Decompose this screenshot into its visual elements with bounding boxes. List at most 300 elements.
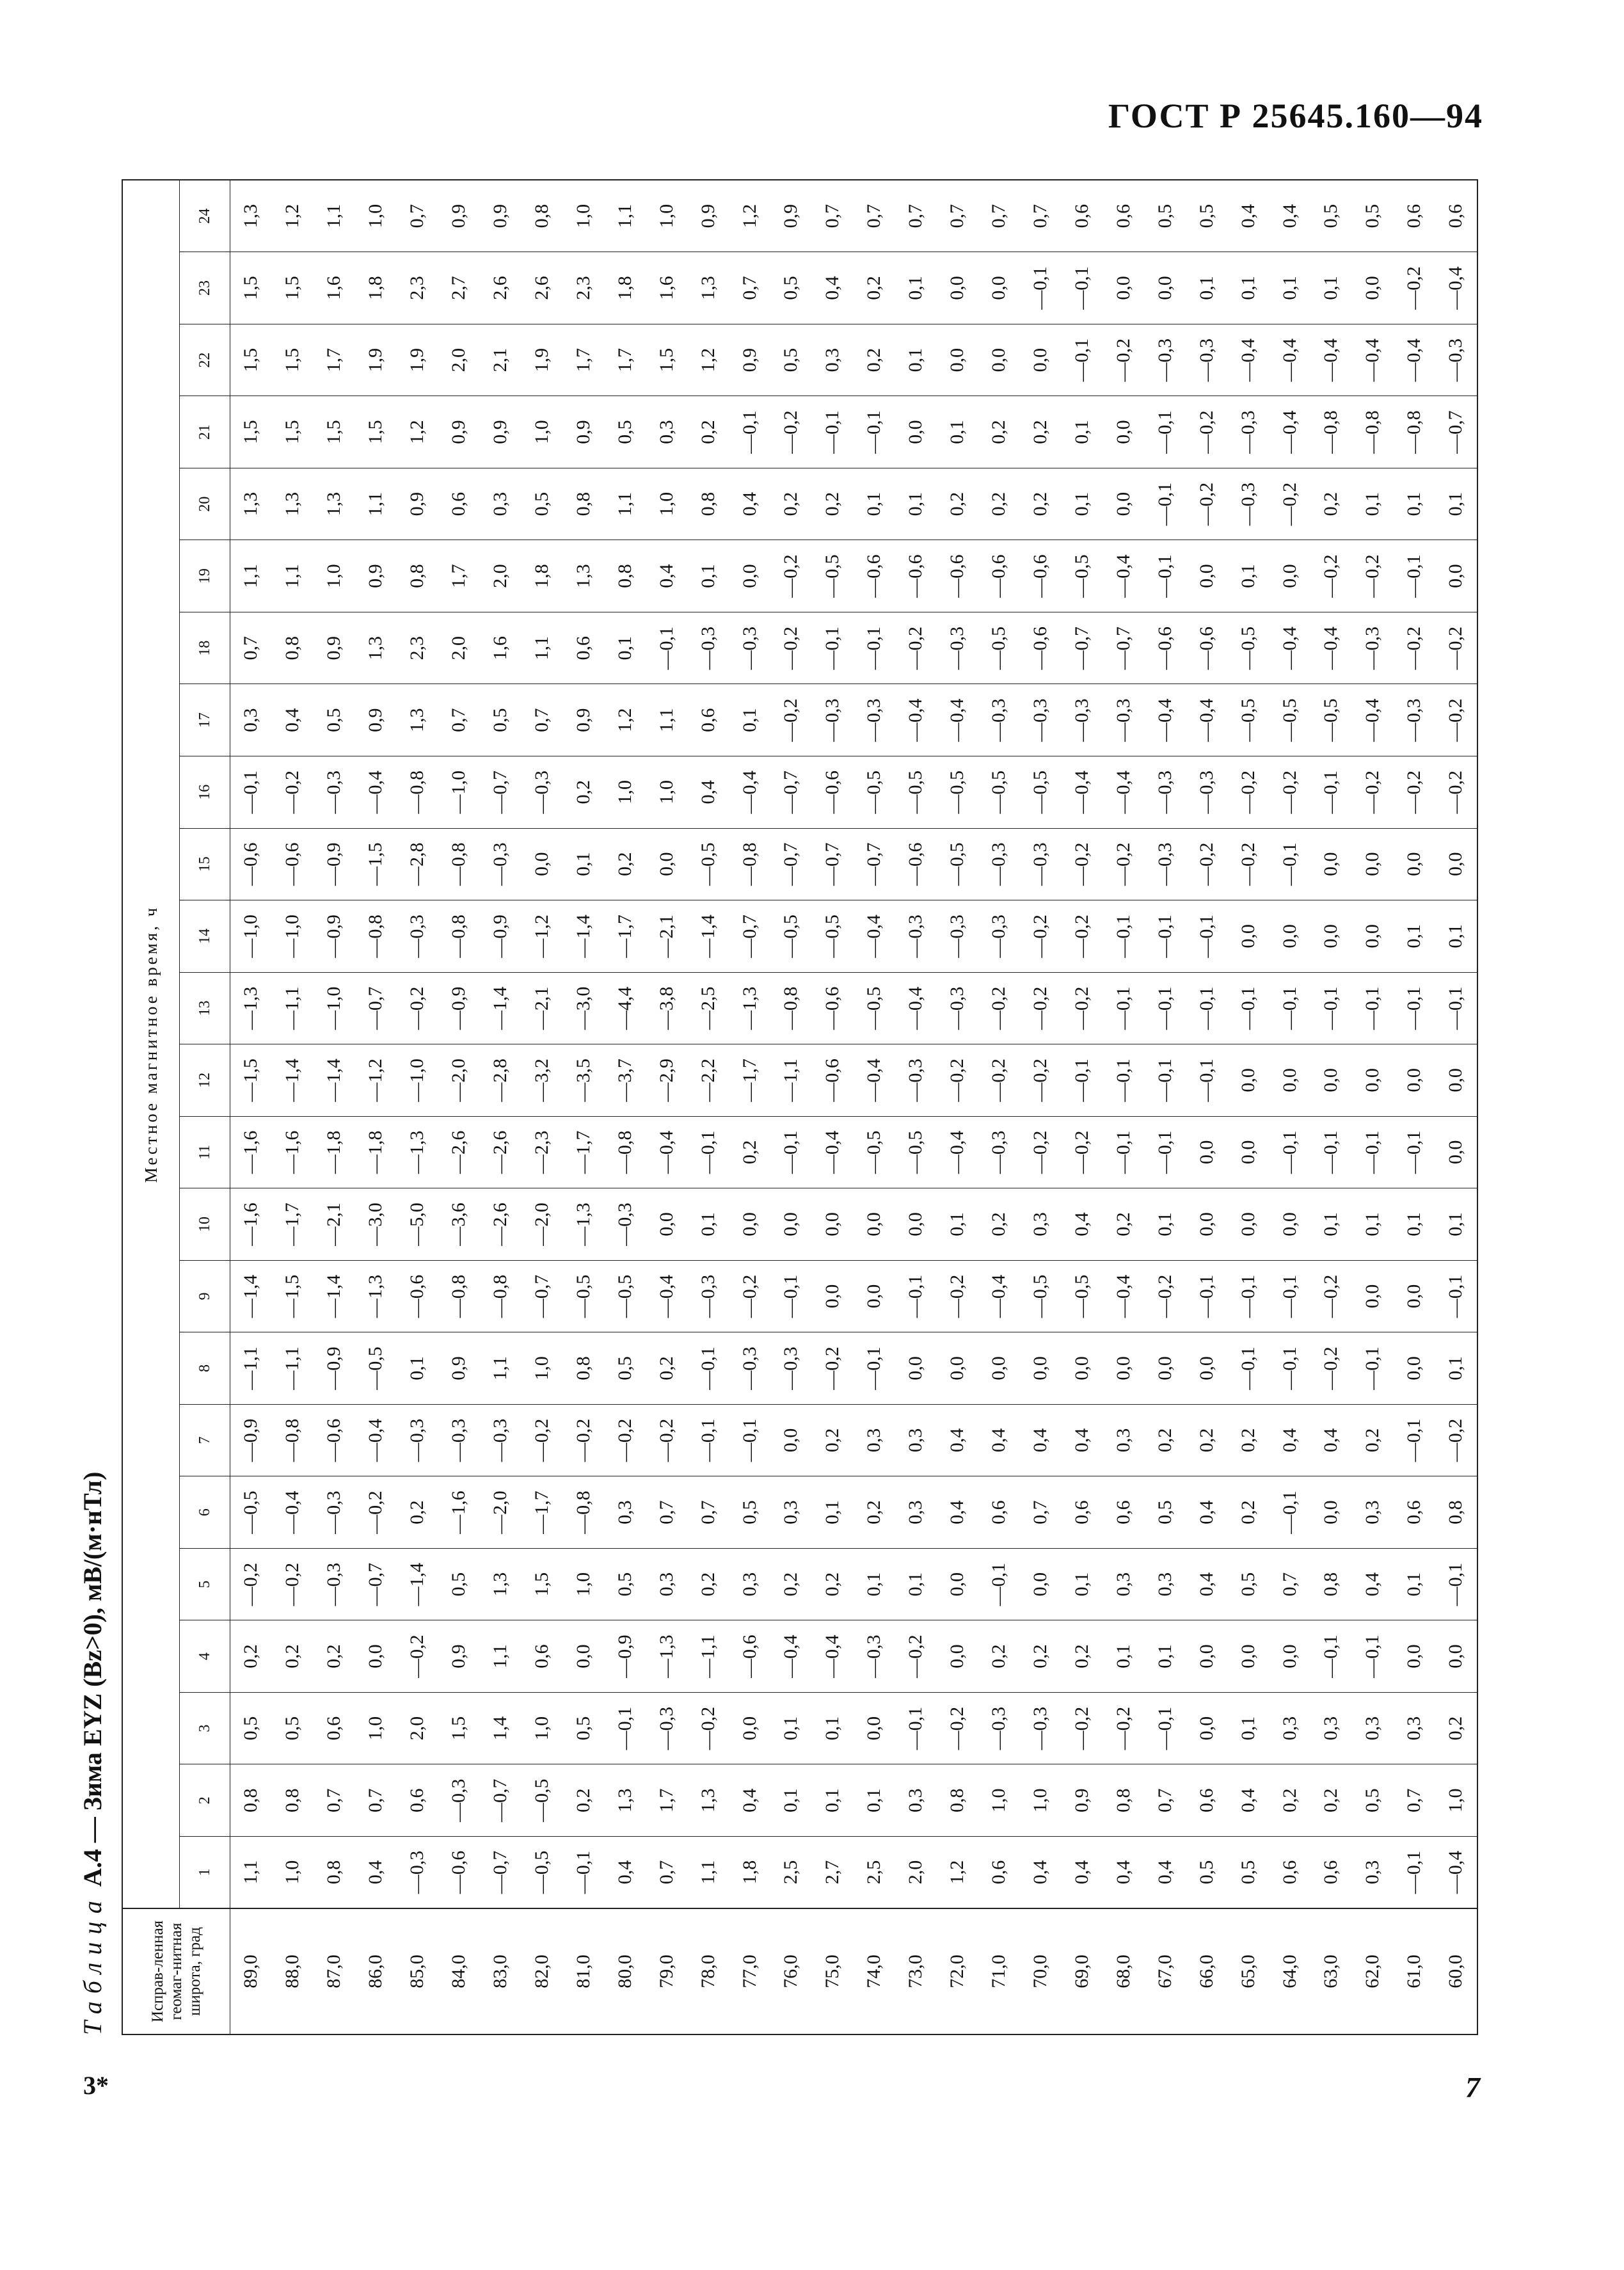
value-cell: 0,1 [1310,1188,1352,1261]
value-cell: 0,0 [978,252,1020,324]
value-cell: —0,4 [1103,756,1144,829]
value-cell: 0,2 [978,468,1020,540]
value-cell: 0,0 [937,1548,978,1620]
value-cell: —3,7 [604,1044,646,1117]
value-cell: —0,9 [314,828,355,900]
latitude-cell: 68,0 [1103,1908,1144,2034]
value-cell: —0,3 [1186,756,1227,829]
value-cell: 0,1 [812,1692,854,1764]
value-cell: —0,2 [1352,540,1394,612]
value-cell: —0,2 [1061,1116,1103,1188]
value-cell: 0,0 [1186,1620,1227,1693]
value-cell: —0,2 [646,1404,687,1476]
value-cell: 0,4 [937,1476,978,1549]
value-cell: 0,7 [687,1476,729,1549]
value-cell: —0,1 [1394,972,1435,1044]
value-cell: 0,4 [687,756,729,829]
value-cell: 0,5 [1352,1764,1394,1837]
value-cell: —2,0 [480,1476,521,1549]
value-cell: 0,1 [854,1764,895,1837]
value-cell: —0,1 [895,1692,937,1764]
value-cell: 0,2 [687,1548,729,1620]
value-cell: 0,4 [1186,1548,1227,1620]
value-cell: 0,2 [978,396,1020,468]
value-cell: 0,7 [988,204,1010,228]
hour-header-cell: 23 [180,252,230,324]
value-cell: 0,6 [1186,1764,1227,1837]
value-cell: —0,4 [646,1116,687,1188]
value-cell: —0,6 [854,540,895,612]
value-cell: —1,1 [230,1332,272,1405]
value-cell: —0,2 [272,756,314,829]
value-cell: 0,0 [1227,1188,1269,1261]
value-cell: —0,5 [854,972,895,1044]
latitude-cell: 63,0 [1310,1908,1352,2034]
value-cell: 0,4 [1061,1188,1103,1261]
value-cell: 0,2 [687,396,729,468]
value-cell: 0,6 [1269,1836,1310,1908]
value-cell: —0,8 [480,1260,521,1332]
value-cell: 0,0 [562,1620,604,1693]
hour-header-cell: 14 [180,900,230,973]
value-cell: 0,1 [1061,396,1103,468]
value-cell: 0,7 [406,204,428,228]
value-cell: 1,2 [282,204,303,228]
value-cell: —1,0 [230,900,272,973]
value-cell: 0,2 [1186,1404,1227,1476]
value-cell: —1,7 [604,900,646,973]
hour-header-cell: 15 [180,828,230,900]
hour-header-cell: 21 [180,396,230,468]
table-row [521,180,562,2034]
value-cell: —0,4 [355,756,397,829]
value-cell: 0,8 [272,612,314,684]
value-cell: 1,0 [521,1332,562,1405]
latitude-column-header: Исправ-ленная геомаг-нитная широта, град [122,1908,230,2034]
value-cell: 0,4 [812,252,854,324]
hour-header-cell: 22 [180,324,230,396]
value-cell: 0,9 [562,396,604,468]
value-cell: 0,0 [812,1188,854,1261]
value-cell: 0,4 [978,1404,1020,1476]
value-cell: 1,0 [521,396,562,468]
value-cell: 1,3 [687,1764,729,1837]
value-cell: —0,5 [1061,540,1103,612]
value-cell: 1,5 [355,396,397,468]
value-cell: 0,3 [812,324,854,396]
value-cell: —0,4 [854,900,895,973]
hour-header-cell: 7 [180,1404,230,1476]
value-cell: —0,2 [978,972,1020,1044]
latitude-cell: 69,0 [1061,1908,1103,2034]
value-cell: 1,0 [314,540,355,612]
latitude-cell: 81,0 [562,1908,604,2034]
value-cell: 0,8 [687,468,729,540]
value-cell: 0,3 [729,1548,770,1620]
value-cell: —2,1 [314,1188,355,1261]
value-cell: 1,0 [604,756,646,829]
value-cell: —0,3 [1227,396,1269,468]
value-cell: 1,1 [646,684,687,756]
value-cell: 2,6 [480,252,521,324]
value-cell: —0,7 [480,1764,521,1837]
hour-header-cell: 3 [180,1692,230,1764]
value-cell: —0,1 [854,612,895,684]
value-cell: —2,0 [521,1188,562,1261]
value-cell: —0,3 [770,1332,812,1405]
value-cell: 0,7 [230,612,272,684]
value-cell: —0,1 [1269,828,1310,900]
value-cell: 1,0 [1020,1764,1062,1837]
value-cell: —0,5 [1227,612,1269,684]
value-cell: 2,0 [480,540,521,612]
latitude-cell: 71,0 [978,1908,1020,2034]
value-cell: —2,6 [438,1116,480,1188]
value-cell: 0,0 [1103,468,1144,540]
value-cell: —0,3 [812,684,854,756]
value-cell: —0,4 [1310,324,1352,396]
value-cell: 1,1 [521,612,562,684]
value-cell: 1,1 [480,1332,521,1405]
value-cell: 1,1 [604,468,646,540]
value-cell: —1,4 [480,972,521,1044]
value-cell: 0,2 [604,828,646,900]
value-cell: —0,3 [937,900,978,973]
value-cell: 1,3 [480,1548,521,1620]
table-row [812,180,854,2034]
value-cell: 0,5 [604,396,646,468]
value-cell: 0,7 [822,204,843,228]
value-cell: 0,2 [854,252,895,324]
value-cell: —0,3 [480,1404,521,1476]
value-cell: —0,2 [1103,324,1144,396]
value-cell: —0,1 [687,1116,729,1188]
value-cell: 0,8 [1310,1548,1352,1620]
value-cell: —0,4 [1061,756,1103,829]
value-cell: 0,1 [1227,540,1269,612]
value-cell: 0,2 [812,1404,854,1476]
value-cell: —0,6 [314,1404,355,1476]
value-cell: 0,1 [1227,1692,1269,1764]
value-cell: 0,1 [1061,468,1103,540]
value-cell: —0,8 [438,900,480,973]
value-cell: —0,5 [854,1116,895,1188]
value-cell: 0,2 [562,1764,604,1837]
table-row [272,180,314,2034]
value-cell: 0,2 [812,468,854,540]
value-cell: 1,3 [314,468,355,540]
value-cell: 0,4 [1310,1404,1352,1476]
value-cell: 0,2 [770,1548,812,1620]
value-cell: —0,4 [854,1044,895,1117]
value-cell: —0,7 [729,900,770,973]
value-cell: —2,0 [438,1044,480,1117]
value-cell: 0,7 [521,684,562,756]
value-cell: 0,5 [1186,1836,1227,1908]
value-cell: 0,7 [1020,1476,1062,1549]
value-cell: —0,1 [1394,1404,1435,1476]
value-cell: 0,0 [729,1188,770,1261]
value-cell: —0,5 [521,1764,562,1837]
value-cell: 0,1 [770,1764,812,1837]
value-cell: —0,4 [937,684,978,756]
value-cell: —0,7 [1103,612,1144,684]
value-cell: —0,2 [1227,828,1269,900]
value-cell: 0,0 [1103,1332,1144,1405]
value-cell: —0,2 [1435,756,1477,829]
value-cell: —0,1 [1144,540,1186,612]
value-cell: 0,5 [562,1692,604,1764]
value-cell: 0,0 [770,1404,812,1476]
value-cell: —0,1 [562,1836,604,1908]
value-cell: —0,5 [230,1476,272,1549]
value-cell: —0,4 [812,1116,854,1188]
value-cell: 0,7 [905,204,927,228]
value-cell: 0,0 [729,540,770,612]
value-cell: —0,1 [230,756,272,829]
value-cell: —0,2 [604,1404,646,1476]
hour-header-cell: 17 [180,684,230,756]
value-cell: 0,4 [729,1764,770,1837]
value-cell: 0,5 [272,1692,314,1764]
value-cell: 0,3 [854,1404,895,1476]
table-row [1310,180,1352,2034]
value-cell: 0,9 [562,684,604,756]
value-cell: —0,1 [1352,1332,1394,1405]
value-cell: 0,7 [729,252,770,324]
value-cell: —0,3 [397,900,438,973]
hour-header-cell: 5 [180,1548,230,1620]
value-cell: 0,1 [1310,252,1352,324]
value-cell: 0,0 [1186,1692,1227,1764]
value-cell: —1,3 [397,1116,438,1188]
value-cell: —0,2 [770,612,812,684]
value-cell: —0,8 [1310,396,1352,468]
value-cell: —0,4 [272,1476,314,1549]
value-cell: —2,1 [521,972,562,1044]
value-cell: —1,1 [770,1044,812,1117]
value-cell: —0,2 [1435,612,1477,684]
value-cell: 1,5 [521,1548,562,1620]
value-cell: —0,1 [1144,468,1186,540]
value-cell: —0,5 [812,900,854,973]
value-cell: 0,0 [1310,828,1352,900]
value-cell: —0,2 [1061,828,1103,900]
value-cell: 0,4 [1278,204,1300,228]
value-cell: —0,8 [604,1116,646,1188]
table-row [1103,180,1144,2034]
value-cell: —1,3 [646,1620,687,1693]
latitude-cell: 84,0 [438,1908,480,2034]
value-cell: —0,1 [1103,1116,1144,1188]
value-cell: 0,7 [1029,204,1051,228]
hour-header-cell: 10 [180,1188,230,1261]
table-row [895,180,937,2034]
value-cell: —1,4 [397,1548,438,1620]
value-cell: —0,9 [314,900,355,973]
value-cell: 1,3 [355,612,397,684]
value-cell: —0,1 [729,396,770,468]
value-cell: —0,4 [1186,684,1227,756]
value-cell: —0,2 [1352,756,1394,829]
value-cell: 0,2 [770,468,812,540]
value-cell: —0,2 [397,1620,438,1693]
value-cell: 1,2 [397,396,438,468]
value-cell: —0,5 [687,828,729,900]
value-cell: 0,0 [1352,900,1394,973]
table-row [230,180,272,2034]
value-cell: 1,8 [521,540,562,612]
value-cell: 0,6 [314,1692,355,1764]
value-cell: 0,0 [854,1692,895,1764]
value-cell: 1,3 [230,468,272,540]
value-cell: 0,9 [1061,1764,1103,1837]
value-cell: —0,8 [438,828,480,900]
value-cell: —0,5 [521,1836,562,1908]
value-cell: —2,6 [480,1116,521,1188]
value-cell: 1,0 [355,1692,397,1764]
value-cell: 0,9 [448,204,470,228]
value-cell: 0,1 [1394,468,1435,540]
value-cell: 2,3 [397,612,438,684]
value-cell: —0,7 [521,1260,562,1332]
value-cell: 1,1 [355,468,397,540]
value-cell: 0,6 [978,1836,1020,1908]
value-cell: 0,0 [1227,1044,1269,1117]
value-cell: 1,8 [604,252,646,324]
value-cell: —0,2 [812,1332,854,1405]
value-cell: 1,5 [230,252,272,324]
value-cell: —1,1 [272,1332,314,1405]
value-cell: 0,0 [1435,1116,1477,1188]
value-cell: —0,2 [895,612,937,684]
table-row [480,180,521,2034]
value-cell: —1,0 [438,756,480,829]
value-cell: —0,1 [1144,900,1186,973]
data-table [122,179,1478,2035]
hour-header-cell: 18 [180,612,230,684]
value-cell: 1,0 [572,204,594,228]
value-cell: 0,5 [1227,1548,1269,1620]
latitude-cell: 67,0 [1144,1908,1186,2034]
value-cell: —0,3 [854,684,895,756]
value-cell: —0,2 [1020,972,1062,1044]
value-cell: 0,0 [1020,1332,1062,1405]
value-cell: —0,1 [1061,252,1103,324]
value-cell: —0,2 [272,1548,314,1620]
value-cell: 0,6 [397,1764,438,1837]
table-row [770,180,812,2034]
value-cell: 0,3 [1144,1548,1186,1620]
value-cell: —1,5 [272,1260,314,1332]
value-cell: —0,8 [1394,396,1435,468]
value-cell: —0,2 [1061,972,1103,1044]
value-cell: —0,1 [1144,396,1186,468]
header-row [122,180,180,2034]
value-cell: 0,0 [1227,1620,1269,1693]
value-cell: —0,2 [937,1044,978,1117]
value-cell: 0,1 [687,540,729,612]
value-cell: —0,3 [937,612,978,684]
table-row [937,180,978,2034]
latitude-cell: 76,0 [770,1908,812,2034]
hour-header-cell: 13 [180,972,230,1044]
value-cell: —0,1 [1061,1044,1103,1117]
value-cell: 1,5 [438,1692,480,1764]
value-cell: 0,0 [355,1620,397,1693]
value-cell: —0,1 [1310,1116,1352,1188]
value-cell: —0,3 [687,1260,729,1332]
value-cell: 0,2 [978,1188,1020,1261]
value-cell: —0,1 [1144,1116,1186,1188]
value-cell: 0,5 [1227,1836,1269,1908]
value-cell: —0,5 [978,756,1020,829]
rotated-table-block [70,179,1481,2035]
value-cell: —0,6 [438,1836,480,1908]
value-cell: 0,8 [1435,1476,1477,1549]
value-cell: —0,2 [1061,1692,1103,1764]
value-cell: —1,1 [687,1620,729,1693]
value-cell: 2,7 [812,1836,854,1908]
value-cell: —0,1 [812,612,854,684]
latitude-cell: 60,0 [1435,1908,1477,2034]
value-cell: 0,0 [1227,900,1269,973]
value-cell: 0,3 [646,396,687,468]
value-cell: 1,2 [937,1836,978,1908]
value-cell: —0,1 [1269,1260,1310,1332]
value-cell: —0,1 [729,1404,770,1476]
value-cell: 1,3 [240,204,262,228]
value-cell: —1,4 [314,1044,355,1117]
value-cell: —0,3 [1144,324,1186,396]
value-cell: 1,7 [314,324,355,396]
value-cell: 0,3 [1352,1836,1394,1908]
caption-title: А.4 — Зима EYZ (Bz>0), мВ/(м·нТл) [78,1471,107,1887]
value-cell: 2,5 [854,1836,895,1908]
value-cell: —0,3 [604,1188,646,1261]
value-cell: —0,3 [1103,684,1144,756]
value-cell: —1,7 [272,1188,314,1261]
value-cell: —0,4 [1144,684,1186,756]
value-cell: 0,4 [1061,1404,1103,1476]
value-cell: —0,5 [1269,684,1310,756]
value-cell: —0,8 [1352,396,1394,468]
value-cell: —1,8 [355,1116,397,1188]
hour-header-cell: 11 [180,1116,230,1188]
value-cell: —0,9 [230,1404,272,1476]
value-cell: —0,2 [1103,1692,1144,1764]
value-cell: —0,1 [1310,1620,1352,1693]
value-cell: 0,8 [314,1836,355,1908]
value-cell: —0,2 [895,1620,937,1693]
value-cell: 1,3 [397,684,438,756]
value-cell: 0,8 [562,1332,604,1405]
value-cell: 0,3 [1352,1692,1394,1764]
value-cell: —0,2 [355,1476,397,1549]
value-cell: 0,0 [1269,1188,1310,1261]
value-cell: 0,9 [397,468,438,540]
value-cell: —0,6 [1020,612,1062,684]
value-cell: 0,2 [1020,468,1062,540]
value-cell: —0,6 [937,540,978,612]
value-cell: 0,2 [1144,1404,1186,1476]
value-cell: 0,6 [1071,204,1092,228]
value-cell: 0,6 [521,1620,562,1693]
value-cell: —0,4 [1269,324,1310,396]
value-cell: —0,2 [1186,468,1227,540]
value-cell: —0,4 [646,1260,687,1332]
value-cell: 0,2 [729,1116,770,1188]
